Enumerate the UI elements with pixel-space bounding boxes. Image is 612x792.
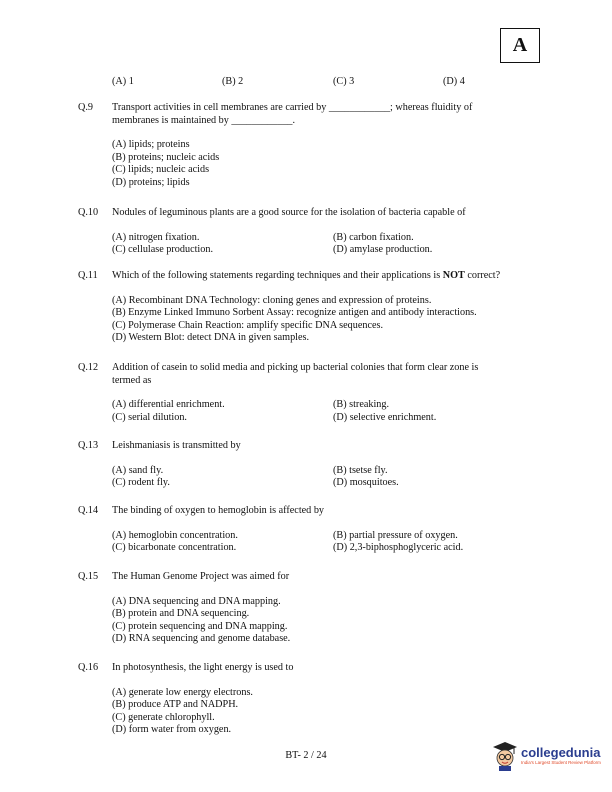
option-c: (C) 3 <box>333 76 355 87</box>
question-text-line: Transport activities in cell membranes are carried by ____________; whereas fluidity of <box>112 102 473 113</box>
options-grid <box>112 465 548 490</box>
question-text-line: Addition of casein to solid media and picking up bacterial colonies that form clear zone is <box>112 362 479 373</box>
option-d: (D) Western Blot: detect DNA in given samples. <box>112 332 310 344</box>
option-b: (B) 2 <box>222 76 244 87</box>
question-text <box>112 102 548 127</box>
question-number: Q.12 <box>78 362 99 373</box>
option-a: (A) Recombinant DNA Technology: cloning genes and expression of proteins. <box>112 294 432 306</box>
option-a: (A) 1 <box>112 76 134 87</box>
options-grid <box>112 399 548 424</box>
option-c: (C) serial dilution. <box>112 411 187 423</box>
question-text-line: membranes is maintained by ____________. <box>112 114 296 126</box>
option-a: (A) lipids; proteins <box>112 139 190 151</box>
question-text-end: correct? <box>464 270 501 281</box>
option-d: (D) mosquitoes. <box>333 477 399 489</box>
option-b: (B) partial pressure of oxygen. <box>333 529 458 541</box>
option-b: (B) proteins; nucleic acids <box>112 151 220 163</box>
question-text: The binding of oxygen to hemoglobin is affected by <box>112 505 325 516</box>
question-14 <box>78 505 548 555</box>
question-number: Q.10 <box>78 207 99 218</box>
option-b: (B) streaking. <box>333 399 390 411</box>
question-text: Nodules of leguminous plants are a good source for the isolation of bacteria capable of <box>112 207 466 218</box>
option-c: (C) generate chlorophyll. <box>112 711 215 723</box>
question-16 <box>78 662 548 737</box>
paper-code-box: A <box>500 28 540 63</box>
option-d: (D) form water from oxygen. <box>112 724 232 736</box>
options-list <box>112 687 548 737</box>
option-b: (B) produce ATP and NADPH. <box>112 699 239 711</box>
option-d: (D) RNA sequencing and genome database. <box>112 633 291 645</box>
option-d: (D) amylase production. <box>333 244 433 256</box>
question-text-emphasis: NOT <box>442 270 465 281</box>
option-c: (C) Polymerase Chain Reaction: amplify specific DNA sequences. <box>112 319 384 331</box>
options-list <box>112 295 548 345</box>
logo-tagline: India's Largest Student Review Platform <box>521 760 601 765</box>
question-9 <box>78 102 548 190</box>
option-c: (C) lipids; nucleic acids <box>112 164 210 176</box>
question-text: The Human Genome Project was aimed for <box>112 571 290 582</box>
question-number: Q.9 <box>78 102 93 113</box>
option-b: (B) tsetse fly. <box>333 464 388 476</box>
question-text: In photosynthesis, the light energy is used to <box>112 662 294 673</box>
option-a: (A) hemoglobin concentration. <box>112 529 238 541</box>
question-text: Leishmaniasis is transmitted by <box>112 440 241 451</box>
option-a: (A) sand fly. <box>112 464 164 476</box>
options-grid <box>112 530 548 555</box>
option-d: (D) proteins; lipids <box>112 176 190 188</box>
option-c: (C) cellulase production. <box>112 244 213 256</box>
question-15 <box>78 571 548 646</box>
option-a: (A) nitrogen fixation. <box>112 231 200 243</box>
question-13 <box>78 440 548 490</box>
previous-question-options <box>112 76 552 90</box>
option-d: (D) selective enrichment. <box>333 411 437 423</box>
question-number: Q.14 <box>78 505 99 516</box>
option-b: (B) carbon fixation. <box>333 231 414 243</box>
question-text-line: termed as <box>112 374 152 386</box>
collegedunia-logo[interactable] <box>492 738 604 774</box>
question-number: Q.13 <box>78 440 99 451</box>
options-list <box>112 139 548 189</box>
question-11 <box>78 270 548 345</box>
logo-text <box>521 746 601 766</box>
option-d: (D) 4 <box>443 76 465 87</box>
option-a: (A) DNA sequencing and DNA mapping. <box>112 595 281 607</box>
options-grid <box>112 232 548 257</box>
question-text <box>112 362 548 387</box>
logo-name: collegedunia <box>521 745 601 760</box>
option-a: (A) differential enrichment. <box>112 399 225 411</box>
question-12 <box>78 362 548 424</box>
question-number: Q.16 <box>78 662 99 673</box>
question-number: Q.11 <box>78 270 98 281</box>
option-c: (C) rodent fly. <box>112 477 170 489</box>
page-number: BT- 2 / 24 <box>285 750 327 761</box>
option-c: (C) bicarbonate concentration. <box>112 542 237 554</box>
question-10 <box>78 207 548 257</box>
option-c: (C) protein sequencing and DNA mapping. <box>112 620 288 632</box>
option-b: (B) protein and DNA sequencing. <box>112 608 250 620</box>
option-b: (B) Enzyme Linked Immuno Sorbent Assay: recognize antigen and antibody interactions. <box>112 307 477 319</box>
student-mascot-icon <box>492 741 518 771</box>
options-list <box>112 596 548 646</box>
question-number: Q.15 <box>78 571 99 582</box>
option-a: (A) generate low energy electrons. <box>112 686 253 698</box>
question-text <box>112 270 548 283</box>
option-d: (D) 2,3-biphosphoglyceric acid. <box>333 542 464 554</box>
question-text-start: Which of the following statements regarding techniques and their applications is <box>112 270 443 281</box>
